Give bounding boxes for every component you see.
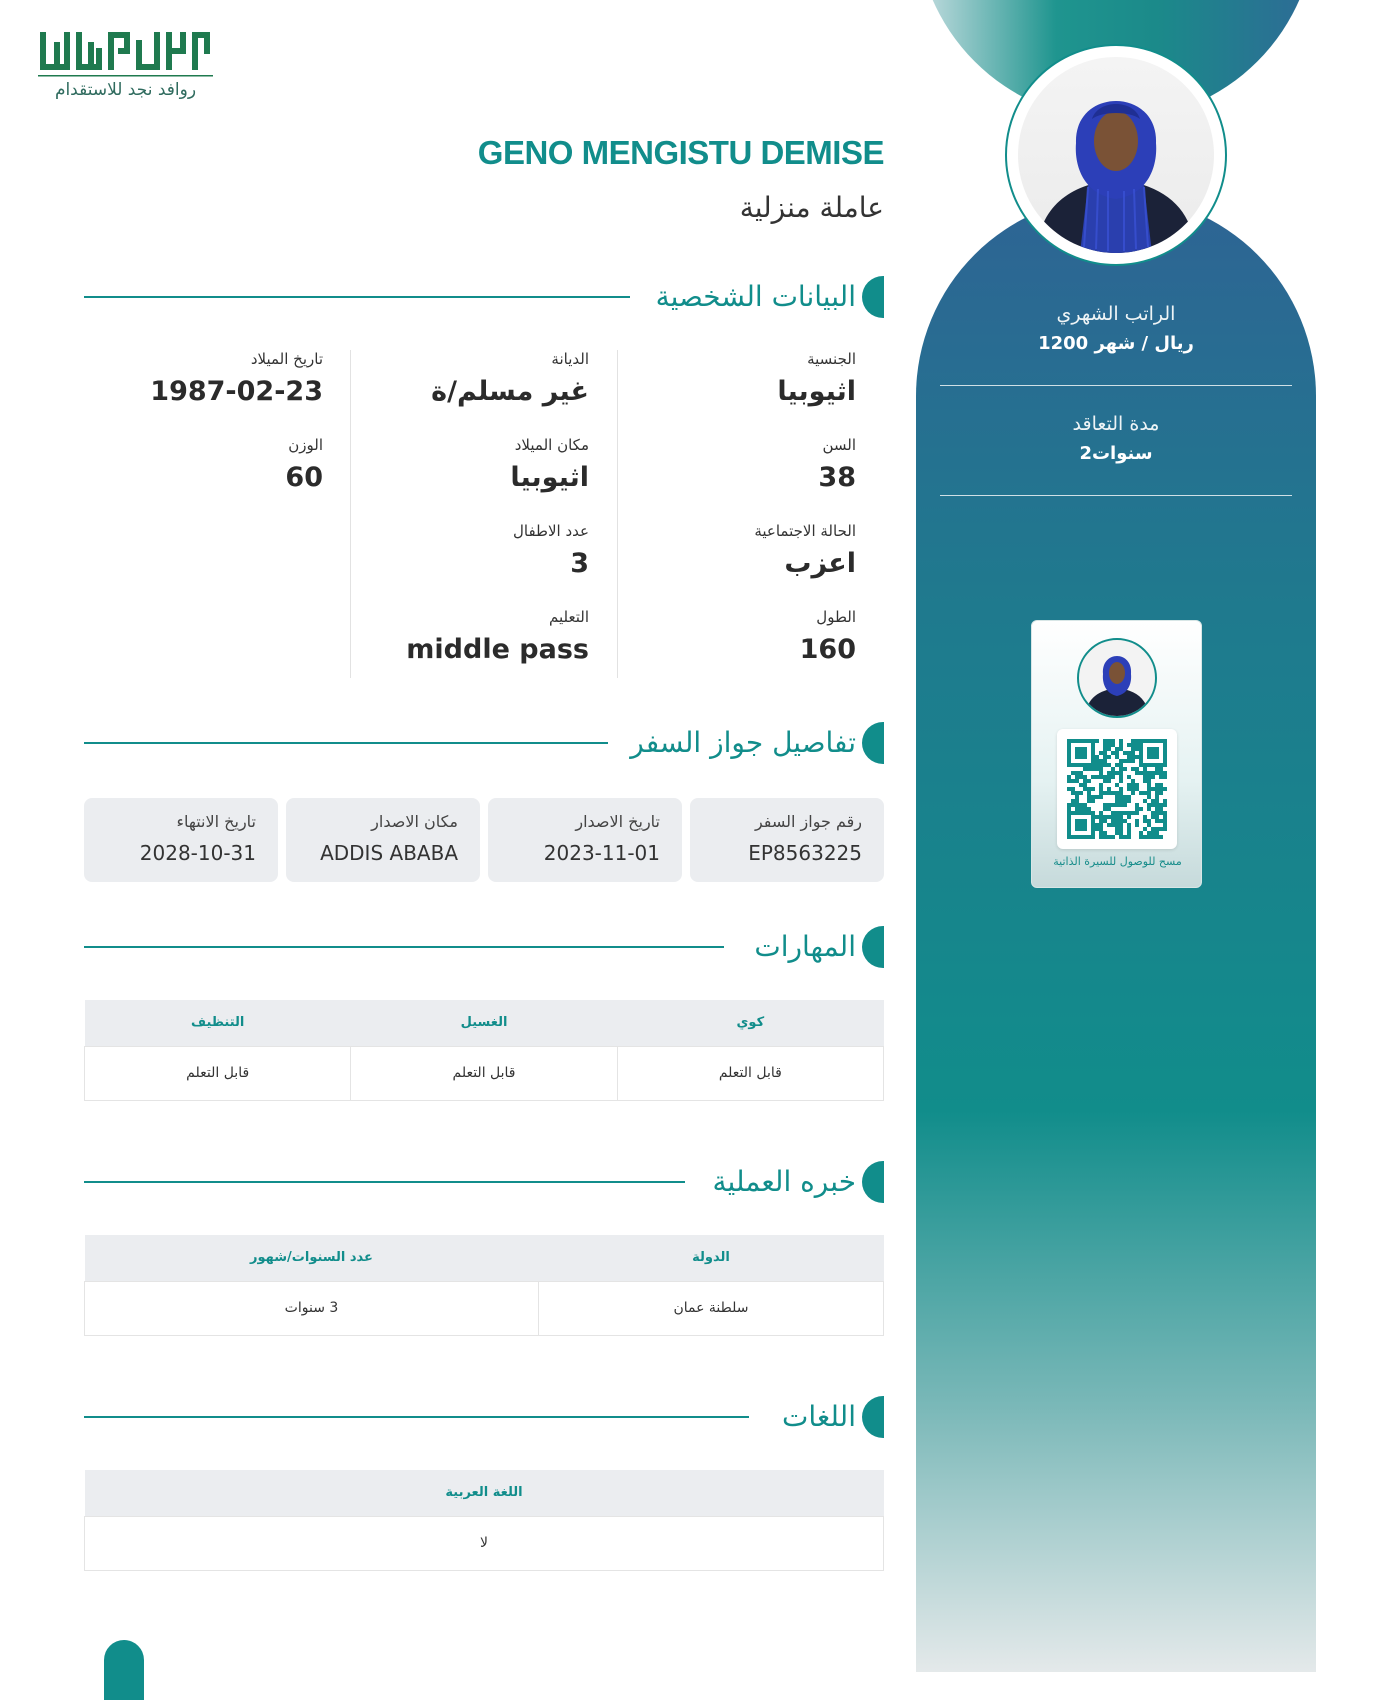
nationality-field [777, 350, 856, 407]
section-line [84, 1416, 749, 1418]
section-line [84, 296, 630, 298]
passport-cards [84, 798, 884, 882]
field-label: الديانة [551, 350, 589, 368]
field-label: الوزن [288, 436, 323, 454]
field-value: 60 [285, 462, 323, 493]
worker-profession: عاملة منزلية [739, 191, 884, 224]
section-title: تفاصيل جواز السفر [630, 726, 856, 759]
height-field [800, 608, 856, 665]
field-value: 38 [818, 462, 856, 493]
decorative-tab [104, 1640, 144, 1700]
table-header-row [85, 1470, 884, 1516]
age-field [818, 436, 856, 493]
contract-block [940, 413, 1292, 464]
worker-photo [1018, 57, 1214, 253]
salary-label: الراتب الشهري [1056, 303, 1176, 325]
passport-issue-place-card [286, 798, 480, 882]
field-value: اثيوبيا [510, 462, 589, 493]
table-header-row [85, 1000, 884, 1046]
passport-expiry-card [84, 798, 278, 882]
religion-field [431, 350, 589, 407]
table-header-cell: التنظيف [85, 1000, 351, 1046]
field-value: 1987-02-23 [150, 376, 323, 407]
table-row [85, 1281, 884, 1335]
table-header-cell: كوي [617, 1000, 883, 1046]
qr-code[interactable] [1057, 729, 1177, 849]
qr-caption: مسح للوصول للسيرة الذاتية [1053, 855, 1182, 868]
card-label: تاريخ الاصدار [575, 812, 660, 831]
section-header-passport [84, 722, 884, 764]
personal-column [350, 350, 617, 678]
card-value: 2023-11-01 [543, 841, 660, 865]
field-value: 3 [570, 548, 589, 579]
section-line [84, 742, 608, 744]
field-value: 160 [799, 634, 856, 665]
passport-issue-date-card [488, 798, 682, 882]
card-value: EP8563225 [748, 841, 862, 865]
section-title: البيانات الشخصية [655, 280, 856, 313]
card-label: مكان الاصدار [371, 812, 458, 831]
contract-label: مدة التعاقد [1072, 413, 1160, 435]
section-tab [862, 1161, 884, 1203]
table-cell: 3 سنوات [85, 1281, 539, 1335]
field-value: اعزب [784, 548, 856, 579]
table-row [85, 1046, 884, 1100]
field-label: مكان الميلاد [514, 436, 589, 454]
marital-status-field [754, 522, 856, 579]
table-row [85, 1516, 884, 1570]
table-cell: سلطنة عمان [539, 1281, 884, 1335]
section-header-languages [84, 1396, 884, 1438]
table-cell: قابل التعلم [351, 1046, 617, 1100]
passport-number-card [690, 798, 884, 882]
experience-table [84, 1235, 884, 1336]
table-header-row [85, 1235, 884, 1281]
field-label: تاريخ الميلاد [250, 350, 323, 368]
field-value: غير مسلم/ة [431, 376, 589, 407]
salary-block [940, 303, 1292, 354]
field-label: عدد الاطفال [513, 522, 589, 540]
table-cell: قابل التعلم [617, 1046, 883, 1100]
table-cell: لا [85, 1516, 884, 1570]
field-value: middle pass [406, 634, 589, 665]
table-cell: قابل التعلم [85, 1046, 351, 1100]
section-header-personal [84, 276, 884, 318]
skills-table [84, 1000, 884, 1101]
section-title: المهارات [754, 930, 856, 963]
weight-field [285, 436, 323, 493]
section-tab [862, 1396, 884, 1438]
table-header-cell: اللغة العربية [85, 1470, 884, 1516]
sidebar-divider [940, 385, 1292, 386]
qr-worker-photo [1077, 638, 1157, 718]
card-value: ADDIS ABABA [320, 841, 458, 865]
worker-name: GENO MENGISTU DEMISE [477, 134, 884, 171]
sidebar [916, 0, 1316, 1687]
personal-grid [84, 350, 884, 678]
personal-column [84, 350, 351, 678]
field-label: الطول [816, 608, 856, 626]
section-title: خبره العملية [712, 1165, 856, 1198]
table-header-cell: الدولة [539, 1235, 884, 1281]
table-header-cell: الغسيل [351, 1000, 617, 1046]
field-value: اثيوبيا [777, 376, 856, 407]
table-header-cell: عدد السنوات/شهور [85, 1235, 539, 1281]
section-header-experience [84, 1161, 884, 1203]
logo-tagline: روافد نجد للاستقدام [54, 80, 197, 100]
salary-value: 1200 ريال / شهر [1038, 333, 1194, 354]
education-field [406, 608, 589, 665]
sidebar-divider [940, 495, 1292, 496]
section-line [84, 1181, 685, 1183]
field-label: الحالة الاجتماعية [754, 522, 856, 540]
birth-date-field [150, 350, 323, 407]
birth-place-field [510, 436, 589, 493]
card-value: 2028-10-31 [139, 841, 256, 865]
personal-column [617, 350, 884, 678]
field-label: التعليم [549, 608, 589, 626]
company-logo [38, 28, 218, 108]
section-tab [862, 722, 884, 764]
section-line [84, 946, 724, 948]
field-label: الجنسية [807, 350, 856, 368]
section-header-skills [84, 926, 884, 968]
field-label: السن [822, 436, 856, 454]
children-field [513, 522, 589, 579]
contract-value: 2سنوات [1079, 443, 1153, 464]
qr-card[interactable] [1031, 620, 1202, 888]
card-label: رقم جواز السفر [754, 812, 862, 831]
languages-table [84, 1470, 884, 1571]
section-tab [862, 276, 884, 318]
section-tab [862, 926, 884, 968]
section-title: اللغات [782, 1400, 856, 1433]
card-label: تاريخ الانتهاء [176, 812, 256, 831]
